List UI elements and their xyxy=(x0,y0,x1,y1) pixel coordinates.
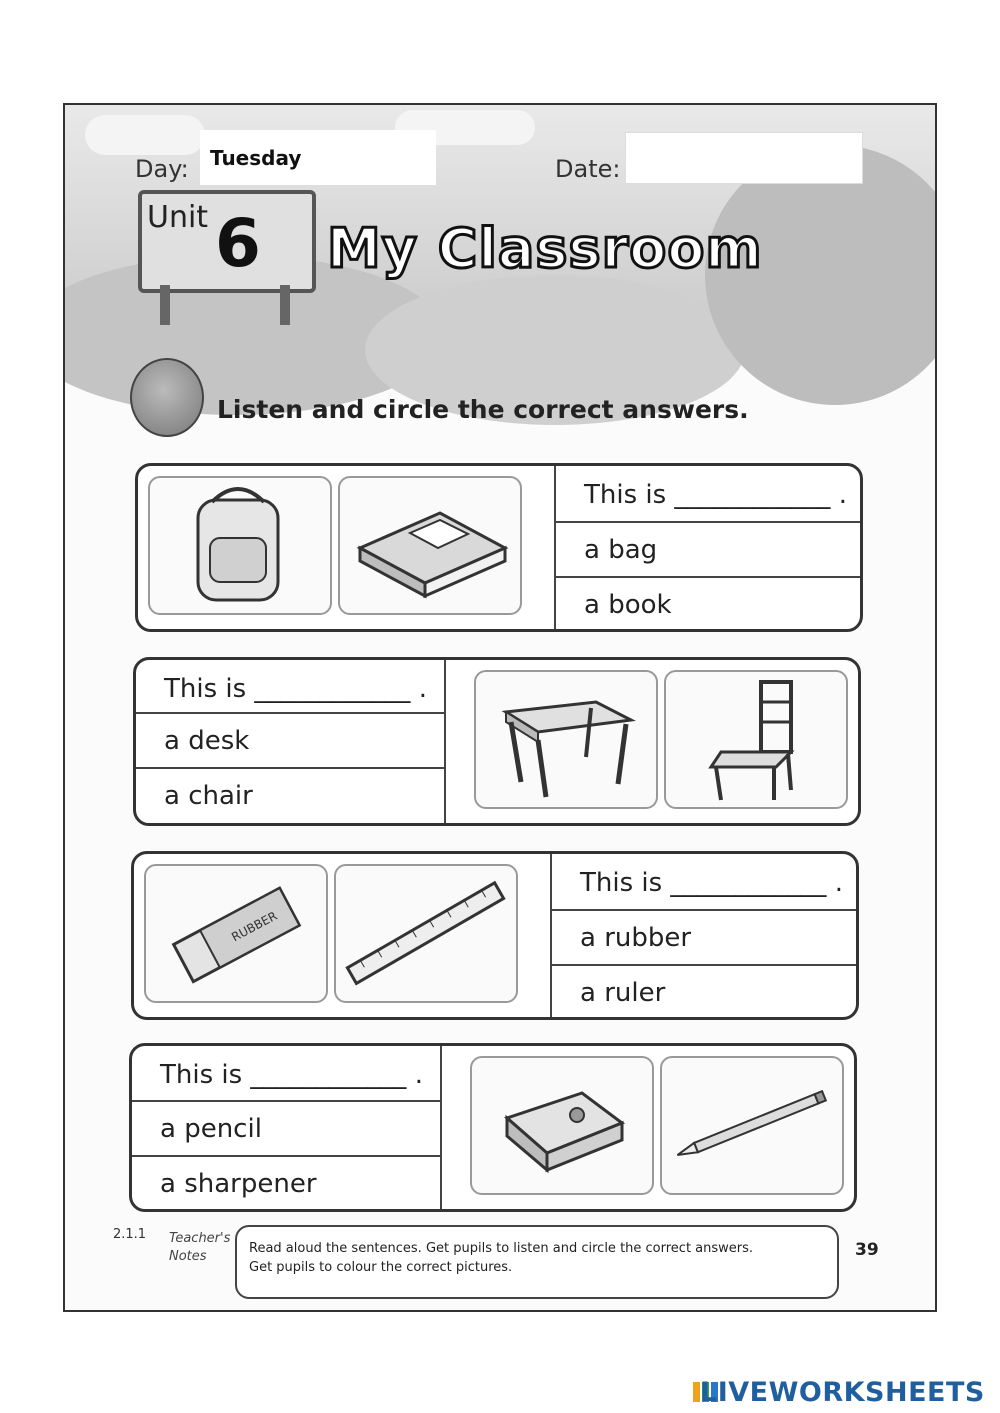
option-b-chair[interactable]: a chair xyxy=(136,767,444,823)
book-picture[interactable] xyxy=(338,476,522,615)
teachers-notes-label: Teacher's Notes xyxy=(169,1231,231,1264)
ruler-picture[interactable] xyxy=(334,864,518,1003)
svg-text:RUBBER: RUBBER xyxy=(229,908,280,945)
question-prompt: This is ____________ . xyxy=(164,674,427,704)
notes-line-2: Get pupils to colour the correct pictures. xyxy=(249,1260,513,1275)
chair-icon xyxy=(666,672,846,807)
option-a-pencil[interactable]: a pencil xyxy=(132,1100,440,1155)
unit-number: 6 xyxy=(215,205,261,282)
question-3 xyxy=(131,851,859,1020)
option-a-desk[interactable]: a desk xyxy=(136,712,444,767)
question-4-options xyxy=(132,1046,442,1209)
ruler-icon xyxy=(336,866,516,1001)
pencil-icon xyxy=(662,1058,842,1193)
desk-icon xyxy=(476,672,656,807)
option-a-rubber[interactable]: a rubber xyxy=(552,909,858,964)
question-3-options xyxy=(550,854,858,1017)
day-label: Day: xyxy=(135,155,189,183)
instruction-text: Listen and circle the correct answers. xyxy=(217,395,749,424)
rubber-icon xyxy=(146,866,326,1001)
unit-word: Unit xyxy=(147,200,209,235)
day-input[interactable] xyxy=(200,130,436,185)
curriculum-code: 2.1.1 xyxy=(113,1227,147,1242)
question-prompt: This is ____________ . xyxy=(580,868,843,898)
question-1-options xyxy=(554,466,862,629)
date-input[interactable] xyxy=(625,132,863,184)
bag-icon xyxy=(150,478,330,613)
rubber-picture[interactable] xyxy=(144,864,328,1003)
option-b-sharpener[interactable]: a sharpener xyxy=(132,1155,440,1209)
question-4 xyxy=(129,1043,857,1212)
option-b-book[interactable]: a book xyxy=(556,576,862,629)
question-prompt: This is ____________ . xyxy=(160,1060,423,1090)
desk-picture[interactable] xyxy=(474,670,658,809)
worksheet-page xyxy=(63,103,937,1312)
sharpener-picture[interactable] xyxy=(470,1056,654,1195)
option-a-bag[interactable]: a bag xyxy=(556,521,862,576)
bag-picture[interactable] xyxy=(148,476,332,615)
chair-picture[interactable] xyxy=(664,670,848,809)
question-2 xyxy=(133,657,861,826)
liveworksheets-brand[interactable]: LIVEWORKSHEETS xyxy=(700,1377,985,1408)
sharpener-icon xyxy=(472,1058,652,1193)
page-number: 39 xyxy=(855,1240,879,1260)
date-label: Date: xyxy=(555,155,621,183)
teachers-notes-box xyxy=(235,1225,839,1299)
mascot-icon xyxy=(130,358,204,437)
option-b-ruler[interactable]: a ruler xyxy=(552,964,858,1017)
question-2-options xyxy=(136,660,446,823)
question-1 xyxy=(135,463,863,632)
book-icon xyxy=(340,478,520,613)
notes-line-1: Read aloud the sentences. Get pupils to listen and circle the correct answers. xyxy=(249,1241,754,1256)
question-prompt: This is ____________ . xyxy=(584,480,847,510)
pencil-picture[interactable] xyxy=(660,1056,844,1195)
page-title: My Classroom xyxy=(327,217,763,280)
